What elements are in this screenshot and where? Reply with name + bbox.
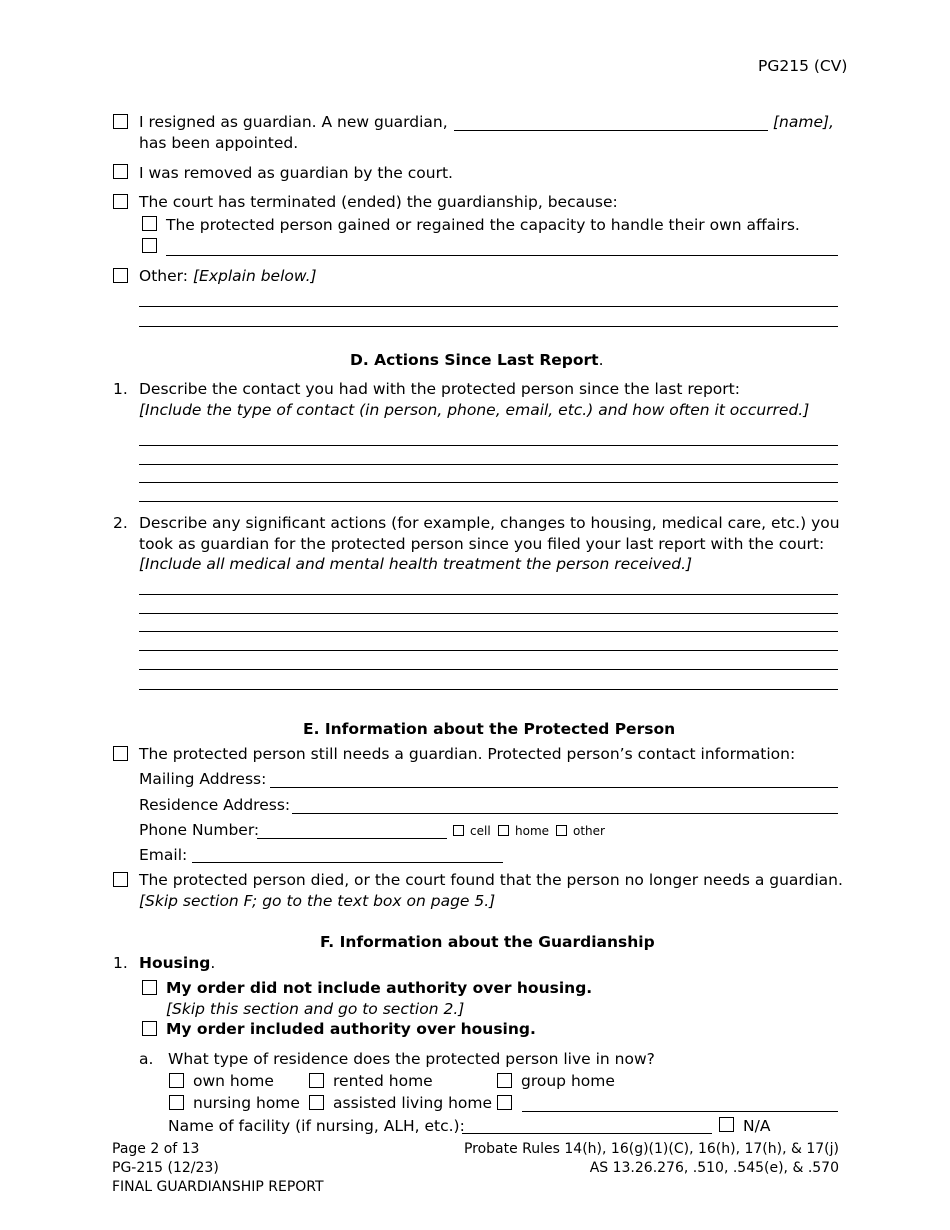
- phone-other-label: other: [573, 824, 605, 838]
- d-q1-answer-line[interactable]: [139, 501, 838, 502]
- housing-authority-checkbox[interactable]: [142, 1021, 157, 1036]
- rented-home-checkbox[interactable]: [309, 1073, 324, 1088]
- d-q1-hint: [Include the type of contact (in person, phone, email, etc.) and how often it occurred.]: [139, 401, 810, 419]
- skip-section-hint: [Skip this section and go to section 2.]: [166, 1000, 465, 1018]
- phone-other-checkbox[interactable]: [556, 825, 567, 836]
- f-q1-number: 1.: [113, 954, 128, 972]
- d-q2-answer-line[interactable]: [139, 613, 838, 614]
- phone-home-label: home: [515, 824, 550, 838]
- capacity-text: The protected person gained or regained the capacity to handle their own affairs.: [166, 216, 800, 234]
- removed-checkbox[interactable]: [113, 164, 128, 179]
- d-q2-answer-line[interactable]: [139, 689, 838, 690]
- housing-heading-text: Housing: [139, 954, 211, 972]
- d-q1-answer-line[interactable]: [139, 482, 838, 483]
- phone-cell-label: cell: [470, 824, 491, 838]
- mailing-address-field[interactable]: [270, 787, 838, 788]
- person-died-hint: [Skip section F; go to the text box on page 5.]: [139, 892, 496, 910]
- still-needs-guardian-checkbox[interactable]: [113, 746, 128, 761]
- other-explain-line[interactable]: [139, 326, 838, 327]
- d-q2-hint: [Include all medical and mental health treatment the person received.]: [139, 555, 693, 573]
- phone-cell-checkbox[interactable]: [453, 825, 464, 836]
- phone-home-checkbox[interactable]: [498, 825, 509, 836]
- section-d-title: [350, 351, 604, 369]
- other-label: Other:: [139, 267, 188, 285]
- no-housing-authority-checkbox[interactable]: [142, 980, 157, 995]
- footer-form-number: PG-215 (12/23): [112, 1160, 219, 1176]
- d-q2-text-line2: took as guardian for the protected person since you filed your last report with the court:: [139, 535, 825, 553]
- terminated-checkbox[interactable]: [113, 194, 128, 209]
- rented-home-label: rented home: [333, 1072, 433, 1090]
- section-e-title: E. Information about the Protected Person: [303, 720, 676, 738]
- person-died-text: The protected person died, or the court found that the person no longer needs a guardian.: [139, 871, 843, 889]
- assisted-living-label: assisted living home: [333, 1094, 493, 1112]
- own-home-checkbox[interactable]: [169, 1073, 184, 1088]
- d-q2-text-line1: Describe any significant actions (for example, changes to housing, medical care, etc.) you: [139, 514, 840, 532]
- other-checkbox[interactable]: [113, 268, 128, 283]
- section-d-title-text: D. Actions Since Last Report: [350, 351, 599, 369]
- other-residence-field[interactable]: [522, 1111, 838, 1112]
- residence-address-label: Residence Address:: [139, 796, 291, 814]
- group-home-label: group home: [521, 1072, 615, 1090]
- d-q2-answer-line[interactable]: [139, 631, 838, 632]
- phone-number-label: Phone Number:: [139, 821, 260, 839]
- section-d-title-period: .: [598, 351, 604, 369]
- facility-name-label: Name of facility (if nursing, ALH, etc.):: [168, 1117, 465, 1135]
- no-housing-authority-text: My order did not include authority over housing.: [166, 979, 593, 997]
- mailing-address-label: Mailing Address:: [139, 770, 267, 788]
- assisted-living-checkbox[interactable]: [309, 1095, 324, 1110]
- resigned-text: I resigned as guardian. A new guardian,: [139, 113, 448, 131]
- d-q2-number: 2.: [113, 514, 128, 532]
- d-q1-number: 1.: [113, 380, 128, 398]
- d-q1-text: Describe the contact you had with the protected person since the last report:: [139, 380, 740, 398]
- footer-form-title: FINAL GUARDIANSHIP REPORT: [112, 1179, 324, 1195]
- section-f-title: F. Information about the Guardianship: [320, 933, 655, 951]
- still-needs-guardian-text: The protected person still needs a guardian. Protected person’s contact information:: [139, 745, 796, 763]
- phone-number-field[interactable]: [257, 838, 447, 839]
- residence-address-field[interactable]: [292, 813, 838, 814]
- d-q2-answer-line[interactable]: [139, 594, 838, 595]
- appointed-text: has been appointed.: [139, 134, 299, 152]
- footer-page-number: Page 2 of 13: [112, 1141, 200, 1157]
- termination-other-field[interactable]: [166, 255, 838, 256]
- d-q1-answer-line[interactable]: [139, 445, 838, 446]
- capacity-checkbox[interactable]: [142, 216, 157, 231]
- other-residence-checkbox[interactable]: [497, 1095, 512, 1110]
- facility-na-label: N/A: [743, 1117, 771, 1135]
- email-field[interactable]: [192, 862, 503, 863]
- facility-name-field[interactable]: [462, 1133, 712, 1134]
- group-home-checkbox[interactable]: [497, 1073, 512, 1088]
- f-a-number: a.: [139, 1050, 154, 1068]
- termination-other-checkbox[interactable]: [142, 238, 157, 253]
- resigned-checkbox[interactable]: [113, 114, 128, 129]
- name-hint: [name],: [773, 113, 834, 131]
- new-guardian-name-field[interactable]: [454, 130, 768, 131]
- d-q2-answer-line[interactable]: [139, 669, 838, 670]
- footer-statutes: AS 13.26.276, .510, .545(e), & .570: [589, 1160, 839, 1176]
- housing-heading-period: .: [210, 954, 216, 972]
- footer-rules: Probate Rules 14(h), 16(g)(1)(C), 16(h), 17(h), & 17(j): [463, 1141, 839, 1157]
- form-code: PG215 (CV): [758, 57, 848, 75]
- d-q1-answer-line[interactable]: [139, 464, 838, 465]
- other-explain-line[interactable]: [139, 306, 838, 307]
- other-hint: [Explain below.]: [193, 267, 317, 285]
- nursing-home-label: nursing home: [193, 1094, 300, 1112]
- own-home-label: own home: [193, 1072, 274, 1090]
- facility-na-checkbox[interactable]: [719, 1117, 734, 1132]
- d-q2-answer-line[interactable]: [139, 650, 838, 651]
- person-died-checkbox[interactable]: [113, 872, 128, 887]
- nursing-home-checkbox[interactable]: [169, 1095, 184, 1110]
- email-label: Email:: [139, 846, 188, 864]
- removed-text: I was removed as guardian by the court.: [139, 164, 453, 182]
- residence-type-question: What type of residence does the protected person live in now?: [168, 1050, 655, 1068]
- terminated-text: The court has terminated (ended) the guardianship, because:: [139, 193, 618, 211]
- housing-heading: [139, 954, 215, 972]
- housing-authority-text: My order included authority over housing.: [166, 1020, 536, 1038]
